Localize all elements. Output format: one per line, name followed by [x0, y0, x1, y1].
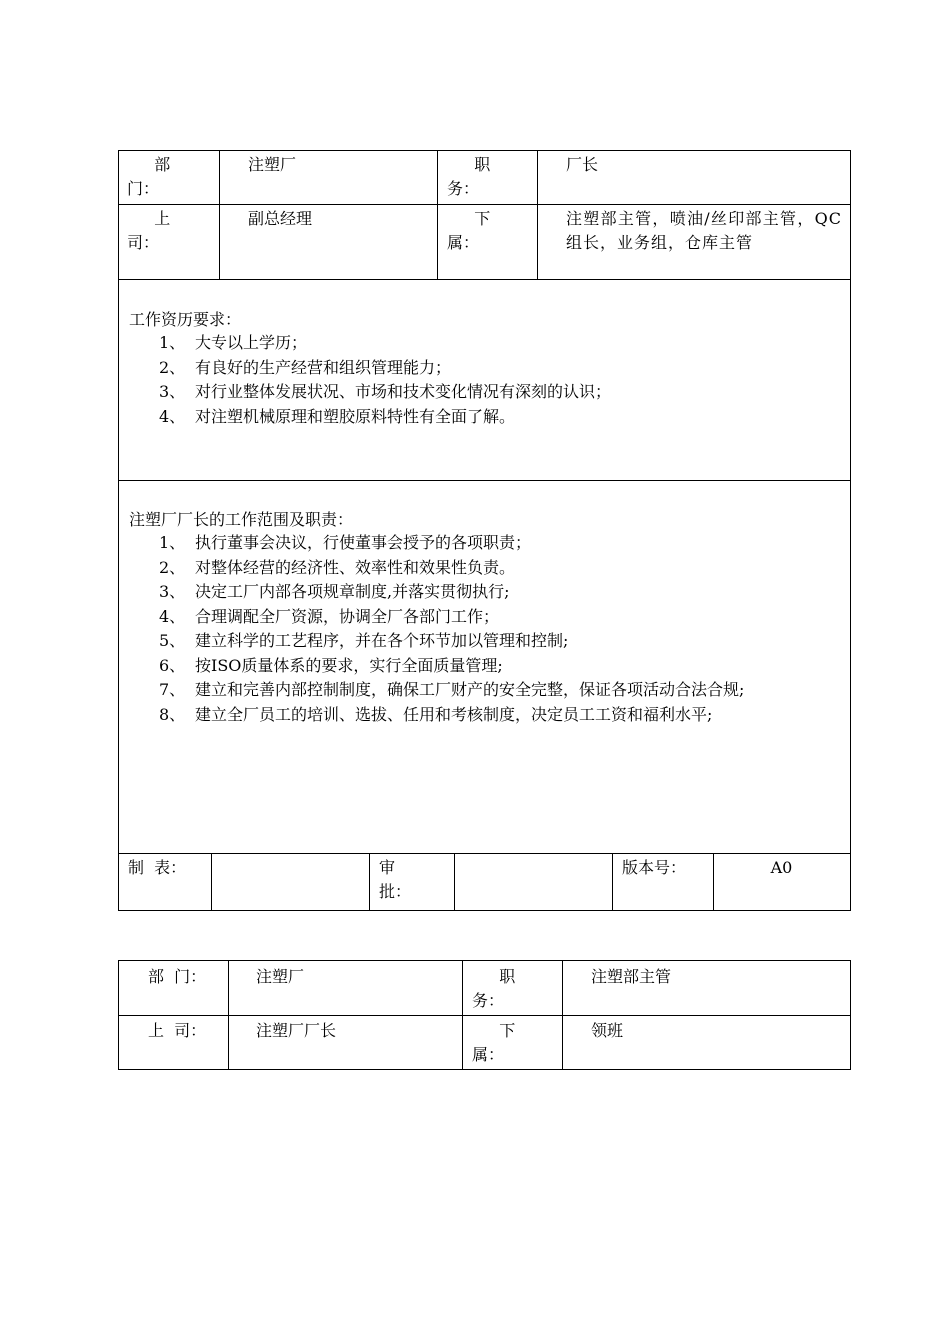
list-item: 6、 按ISO质量体系的要求，实行全面质量管理;: [159, 655, 503, 675]
duties-title: 注塑厂厂长的工作范围及职责：: [129, 510, 354, 529]
prepared-label: 制 表：: [128, 858, 187, 877]
list-item: 1、 执行董事会决议，行使董事会授予的各项职责；: [159, 533, 532, 552]
list-item: 7、 建立和完善内部控制制度，确保工厂财产的安全完整，保证各项活动合法合规;: [159, 680, 745, 699]
superior-value: 副总经理: [248, 209, 313, 228]
dept-value: 注塑厂: [256, 967, 305, 986]
list-item: 4、 对注塑机械原理和塑胶原料特性有全面了解。: [159, 406, 516, 426]
version-label: 版本号：: [622, 858, 687, 877]
subordinate-label: 下属：: [472, 1021, 516, 1064]
subordinate-value: 注塑部主管，喷油/丝印部主管，QC组长，业务组，仓库主管: [566, 209, 842, 252]
position-value: 注塑部主管: [591, 967, 672, 986]
list-item: 3、 对行业整体发展状况、市场和技术变化情况有深刻的认识；: [159, 382, 612, 401]
list-item: 1、 大专以上学历；: [159, 333, 308, 352]
divider: [537, 151, 538, 280]
divider: [119, 1015, 850, 1016]
superior-label: 上 司：: [148, 1021, 207, 1040]
dept-label: 部 门：: [148, 967, 207, 986]
dept-label: 部门：: [127, 155, 171, 198]
superior-value: 注塑厂厂长: [256, 1021, 337, 1040]
divider: [211, 853, 212, 910]
duties-list: [159, 531, 840, 727]
divider: [219, 151, 220, 280]
approved-label: 审批：: [379, 858, 412, 901]
list-item: 2、 对整体经营的经济性、效率性和效果性负责。: [159, 557, 516, 577]
list-item: 5、 建立科学的工艺程序，并在各个环节加以管理和控制;: [159, 631, 569, 650]
requirements-list: [159, 331, 840, 429]
subordinate-label: 下属：: [447, 209, 491, 252]
divider: [119, 480, 850, 481]
divider: [369, 853, 370, 910]
position-label: 职务：: [447, 155, 491, 198]
requirements-title: 工作资历要求：: [129, 310, 242, 329]
divider: [437, 151, 438, 280]
version-value: A0: [770, 858, 793, 877]
position-label: 职务：: [472, 967, 516, 1010]
divider: [454, 853, 455, 910]
divider: [612, 853, 613, 910]
superior-label: 上司：: [127, 209, 171, 252]
divider: [119, 853, 850, 854]
position-value: 厂长: [566, 155, 599, 174]
subordinate-value: 领班: [591, 1021, 624, 1040]
job-description-form: [118, 150, 851, 911]
job-description-header-2: [118, 960, 851, 1070]
divider: [119, 204, 850, 205]
list-item: 2、 有良好的生产经营和组织管理能力；: [159, 357, 452, 377]
list-item: 8、 建立全厂员工的培训、选拔、任用和考核制度，决定员工工资和福利水平;: [159, 704, 713, 724]
list-item: 3、 决定工厂内部各项规章制度,并落实贯彻执行;: [159, 582, 510, 601]
divider: [119, 279, 850, 280]
list-item: 4、 合理调配全厂资源，协调全厂各部门工作；: [159, 606, 500, 626]
dept-value: 注塑厂: [248, 155, 297, 174]
